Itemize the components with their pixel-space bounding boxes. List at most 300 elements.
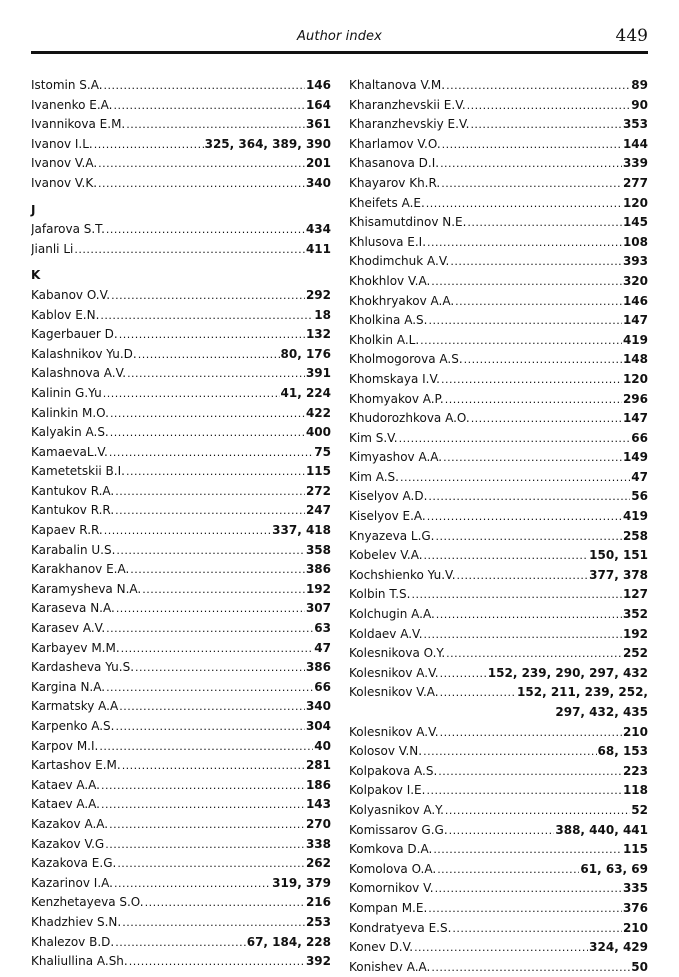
index-entry	[31, 639, 331, 659]
dot-leader	[122, 913, 305, 933]
page-refs-continued: 297, 432, 435	[555, 705, 648, 719]
index-entry	[349, 605, 648, 625]
author-name: Kolyasnikov A.Y.	[349, 802, 444, 817]
dot-leader	[440, 723, 622, 743]
index-entry	[31, 384, 331, 404]
index-entry	[349, 96, 648, 116]
page-refs: 40	[314, 738, 331, 753]
page-refs: 132	[305, 327, 331, 342]
section-gap	[31, 259, 331, 266]
author-name: Kargina N.A.	[31, 679, 106, 694]
page-refs: 115	[305, 464, 331, 479]
dot-leader	[127, 364, 305, 384]
index-entry	[349, 213, 648, 233]
page-refs: 115	[622, 842, 648, 857]
index-entry	[349, 683, 648, 703]
author-name: Komolova O.A.	[349, 861, 437, 876]
page-refs: 41, 224	[280, 385, 331, 400]
index-entry	[31, 96, 331, 116]
index-entry	[31, 756, 331, 776]
page-refs: 192	[305, 581, 331, 596]
dot-leader	[438, 762, 622, 782]
page-refs: 118	[622, 783, 648, 798]
page-refs: 216	[305, 895, 331, 910]
index-entry	[31, 135, 331, 155]
dot-leader	[426, 194, 622, 214]
dot-leader	[122, 756, 305, 776]
index-entry	[31, 678, 331, 698]
page-refs: 324, 429	[589, 940, 648, 955]
index-entry	[31, 482, 331, 502]
dot-leader	[428, 487, 630, 507]
dot-leader	[420, 331, 622, 351]
index-entry	[349, 233, 648, 253]
page-refs: 66	[314, 679, 331, 694]
author-name: Ivanov I.L.	[31, 136, 93, 151]
dot-leader	[126, 462, 305, 482]
author-name: Kenzhetayeva S.O.	[31, 895, 144, 910]
page-refs: 68, 153	[597, 744, 648, 759]
author-name: Kalinkin M.O.	[31, 405, 109, 420]
index-entry	[349, 390, 648, 410]
dot-leader	[100, 306, 313, 326]
page-refs: 338	[305, 836, 331, 851]
page-refs: 337, 418	[272, 523, 331, 538]
page-number: 449	[615, 26, 648, 46]
dot-leader	[110, 404, 305, 424]
index-entry	[31, 443, 331, 463]
author-name: Kolosov V.N.	[349, 744, 423, 759]
index-entry	[31, 404, 331, 424]
author-name: Kolbin T.S.	[349, 587, 411, 602]
page-refs: 361	[305, 117, 331, 132]
index-entry	[349, 801, 648, 821]
author-name: Kholkina A.S.	[349, 313, 428, 328]
author-name: Khudorozhkova A.O.	[349, 411, 470, 426]
index-entry	[349, 781, 648, 801]
author-name: Kolesnikov A.V.	[349, 665, 439, 680]
dot-leader	[436, 527, 622, 547]
index-entry	[31, 115, 331, 135]
author-name: Kompan M.E.	[349, 900, 428, 915]
page-refs: 63	[314, 621, 331, 636]
index-entry	[349, 762, 648, 782]
dot-leader	[443, 448, 622, 468]
page-refs: 258	[622, 528, 648, 543]
author-name: Kardasheva Yu.S.	[31, 660, 135, 675]
author-name: Koldaev A.V.	[349, 626, 423, 641]
author-name: Karbayev M.M.	[31, 640, 120, 655]
dot-leader	[411, 585, 621, 605]
dot-leader	[103, 384, 280, 404]
page-refs: 411	[305, 241, 331, 256]
page-refs: 164	[305, 97, 331, 112]
author-name: Khomskaya I.V.	[349, 371, 440, 386]
dot-leader	[414, 938, 588, 958]
dot-leader	[115, 717, 304, 737]
dot-leader	[99, 737, 313, 757]
page-refs: 434	[305, 222, 331, 237]
page-refs: 391	[305, 366, 331, 381]
index-entry	[349, 194, 648, 214]
dot-leader	[427, 507, 622, 527]
dot-leader	[104, 521, 271, 541]
index-entry	[31, 306, 331, 326]
dot-leader	[457, 566, 589, 586]
index-entry	[31, 154, 331, 174]
page-refs: 47	[631, 469, 648, 484]
page-refs: 146	[622, 293, 648, 308]
dot-leader	[113, 96, 304, 116]
page-refs: 61, 63, 69	[580, 861, 648, 876]
index-entry	[349, 742, 648, 762]
index-entry	[349, 429, 648, 449]
index-entry	[349, 958, 648, 977]
dot-leader	[440, 154, 622, 174]
author-name: Kiselyov A.D.	[349, 489, 428, 504]
author-name: Khlusova E.I.	[349, 234, 427, 249]
dot-leader	[117, 854, 305, 874]
index-entry	[31, 737, 331, 757]
index-entry	[31, 423, 331, 443]
page-refs: 152, 211, 239, 252,	[517, 685, 648, 700]
index-entry	[31, 697, 331, 717]
page-refs: 52	[631, 802, 648, 817]
index-entry	[349, 566, 648, 586]
page-refs: 358	[305, 542, 331, 557]
dot-leader	[450, 252, 622, 272]
author-name: Kantukov R.R.	[31, 503, 115, 518]
page-refs: 339	[622, 156, 648, 171]
page-refs: 210	[622, 724, 648, 739]
dot-leader	[437, 860, 579, 880]
index-entry	[349, 585, 648, 605]
index-entry	[349, 879, 648, 899]
author-name: Kalashnikov Yu.D.	[31, 346, 137, 361]
page-refs: 320	[622, 273, 648, 288]
page-refs: 223	[622, 763, 648, 778]
dot-leader	[424, 625, 622, 645]
index-entry	[349, 76, 648, 96]
page-refs: 147	[622, 411, 648, 426]
author-name: Kolchugin A.A.	[349, 607, 435, 622]
author-name: Konev D.V.	[349, 940, 414, 955]
dot-leader	[440, 683, 516, 703]
dot-leader	[441, 174, 622, 194]
author-name: Komissarov G.G.	[349, 822, 448, 837]
page-refs: 90	[631, 97, 648, 112]
dot-leader	[464, 350, 622, 370]
page-refs: 145	[622, 215, 648, 230]
dot-leader	[435, 879, 622, 899]
dot-leader	[427, 233, 622, 253]
author-name: Kim S.V.	[349, 430, 398, 445]
page-refs: 152, 239, 290, 297, 432	[487, 665, 648, 680]
page-header	[31, 26, 648, 52]
index-entry	[31, 815, 331, 835]
author-name: Karamysheva N.A.	[31, 581, 142, 596]
page-refs: 352	[622, 607, 648, 622]
dot-leader	[467, 96, 631, 116]
index-entry	[349, 821, 648, 841]
author-name: Kablov E.N.	[31, 307, 100, 322]
index-entry	[31, 717, 331, 737]
author-name: Kheifets A.E.	[349, 195, 425, 210]
author-name: Kolpakov I.E.	[349, 783, 426, 798]
dot-leader	[426, 781, 621, 801]
index-entry	[349, 723, 648, 743]
author-name: Kharlamov V.O.	[349, 136, 441, 151]
dot-leader	[442, 135, 622, 155]
author-name: Karabalin U.S.	[31, 542, 116, 557]
page-refs: 80, 176	[280, 346, 331, 361]
dot-leader	[129, 952, 305, 972]
index-entry	[349, 370, 648, 390]
author-name: Kazakov A.A.	[31, 816, 109, 831]
author-name: Kazarinov I.A.	[31, 875, 113, 890]
page-refs: 400	[305, 425, 331, 440]
author-name: Ivanov V.K.	[31, 175, 98, 190]
dot-leader	[98, 154, 305, 174]
page-refs: 146	[305, 78, 331, 92]
index-entry	[31, 76, 331, 96]
index-column-right	[349, 76, 648, 977]
author-name: Kalashnova A.V.	[31, 366, 127, 381]
page-refs: 186	[305, 777, 331, 792]
author-name: Khasanova D.I.	[349, 156, 440, 171]
page-refs: 120	[622, 195, 648, 210]
page-refs: 252	[622, 646, 648, 661]
index-entry	[31, 174, 331, 194]
dot-leader	[109, 815, 305, 835]
author-name: Komkova D.A.	[349, 842, 433, 857]
index-entry	[349, 448, 648, 468]
index-entry	[31, 933, 331, 953]
index-entry	[31, 580, 331, 600]
author-name: Kazakova E.G.	[31, 856, 117, 871]
page-refs: 353	[622, 117, 648, 132]
page-refs: 143	[305, 797, 331, 812]
page-refs: 325, 364, 389, 390	[204, 136, 331, 151]
index-entry	[31, 501, 331, 521]
dot-leader	[467, 213, 622, 233]
page-refs: 377, 378	[589, 567, 648, 582]
dot-leader	[104, 76, 305, 96]
dot-leader	[424, 546, 589, 566]
author-name: Kolpakova A.S.	[349, 763, 438, 778]
author-name: Kalyakin A.S.	[31, 425, 109, 440]
index-entry	[349, 154, 648, 174]
index-entry	[31, 776, 331, 796]
index-entry	[31, 795, 331, 815]
author-name: Konishev A.A.	[349, 959, 431, 974]
page-refs: 108	[622, 234, 648, 249]
author-name: Kochshienko Yu.V.	[349, 567, 456, 582]
index-entry	[31, 286, 331, 306]
dot-leader	[135, 658, 305, 678]
index-entry	[349, 938, 648, 958]
dot-leader	[116, 541, 305, 561]
dot-leader	[428, 899, 622, 919]
index-entry	[349, 409, 648, 429]
index-entry	[349, 527, 648, 547]
page-refs: 127	[622, 587, 648, 602]
dot-leader	[119, 697, 305, 717]
page-refs: 422	[305, 405, 331, 420]
dot-leader	[94, 135, 204, 155]
dot-leader	[455, 292, 622, 312]
index-entry	[31, 619, 331, 639]
author-name: Kazakov V.G	[31, 836, 105, 851]
page-refs: 148	[622, 352, 648, 367]
author-name: Khokhlov V.A.	[349, 273, 431, 288]
author-name: Khodimchuk A.V.	[349, 254, 450, 269]
page-refs: 281	[305, 758, 331, 773]
dot-leader	[115, 501, 305, 521]
page-refs: 319, 379	[272, 875, 331, 890]
dot-leader	[445, 801, 630, 821]
page-refs: 253	[305, 914, 331, 929]
author-name: Kabanov O.V.	[31, 287, 111, 302]
index-entry	[31, 658, 331, 678]
index-entry	[31, 874, 331, 894]
author-name: Kimyashov A.A.	[349, 450, 443, 465]
index-entry	[31, 835, 331, 855]
page-refs: 89	[631, 78, 648, 92]
page-refs: 270	[305, 816, 331, 831]
dot-leader	[400, 468, 630, 488]
author-name: Khaltanova V.M.	[349, 78, 446, 92]
section-letter: K	[31, 268, 41, 283]
page-refs: 340	[305, 699, 331, 714]
author-name: KamaevaL.V.	[31, 444, 108, 459]
index-entry	[31, 854, 331, 874]
page-refs: 210	[622, 920, 648, 935]
index-entry	[349, 860, 648, 880]
page-refs: 296	[622, 391, 648, 406]
dot-leader	[114, 874, 271, 894]
index-entry	[31, 345, 331, 365]
page-refs: 307	[305, 601, 331, 616]
author-name: Kondratyeva E.S.	[349, 920, 452, 935]
author-name: Kolesnikov V.A.	[349, 685, 439, 700]
author-name: Karasev A.V.	[31, 621, 106, 636]
author-name: Kalinin G.Yu	[31, 385, 102, 400]
dot-leader	[101, 776, 305, 796]
page-refs: 262	[305, 856, 331, 871]
author-name: Karpov M.I.	[31, 738, 99, 753]
dot-leader	[74, 240, 305, 260]
author-name: Jianli Li	[31, 241, 74, 256]
page-refs: 150, 151	[589, 548, 648, 563]
dot-leader	[111, 286, 305, 306]
author-name: Kharanzhevskiy E.V.	[349, 117, 470, 132]
author-name: Kolesnikova O.Y.	[349, 646, 446, 661]
page-refs: 192	[622, 626, 648, 641]
page-refs: 272	[305, 483, 331, 498]
index-entry	[349, 252, 648, 272]
dot-leader	[423, 742, 596, 762]
dot-leader	[440, 664, 487, 684]
index-entry	[349, 174, 648, 194]
dot-leader	[446, 644, 622, 664]
dot-leader	[126, 115, 305, 135]
author-name: Khomyakov A.P.	[349, 391, 444, 406]
dot-leader	[130, 560, 305, 580]
index-entry	[349, 331, 648, 351]
dot-leader	[106, 619, 313, 639]
index-entry	[31, 462, 331, 482]
dot-leader	[428, 311, 621, 331]
author-name: Kiselyov E.A.	[349, 509, 426, 524]
index-entry	[349, 919, 648, 939]
dot-leader	[106, 220, 305, 240]
index-entry	[31, 521, 331, 541]
dot-leader	[470, 115, 622, 135]
page-refs: 304	[305, 719, 331, 733]
author-name: Kataev A.A.	[31, 777, 100, 792]
dot-leader	[436, 605, 622, 625]
author-name: Knyazeva L.G.	[349, 528, 435, 543]
index-entry	[31, 913, 331, 933]
dot-leader	[101, 795, 305, 815]
page-refs: 18	[314, 307, 331, 322]
section-gap	[31, 194, 331, 201]
author-name: Khokhryakov A.A.	[349, 293, 455, 308]
page-refs: 292	[305, 287, 331, 302]
author-name: Kataev A.A.	[31, 797, 100, 812]
author-name: Istomin S.A.	[31, 78, 103, 92]
index-entry	[349, 487, 648, 507]
dot-leader	[445, 390, 622, 410]
page-refs: 277	[622, 175, 648, 190]
page-refs: 144	[622, 136, 648, 151]
dot-leader	[446, 76, 630, 96]
author-name: Kharanzhevskii E.V.	[349, 97, 466, 112]
index-entry	[349, 507, 648, 527]
page-refs: 50	[631, 959, 648, 974]
dot-leader	[110, 423, 305, 443]
author-name: Ivannikova E.M.	[31, 117, 126, 132]
page-refs: 149	[622, 450, 648, 465]
index-entry	[31, 364, 331, 384]
author-name: Karaseva N.A.	[31, 601, 115, 616]
dot-leader	[142, 580, 305, 600]
author-name: Kantukov R.A.	[31, 483, 115, 498]
dot-leader	[431, 958, 630, 977]
page-refs: 419	[622, 332, 648, 347]
author-name: Komornikov V.	[349, 881, 434, 896]
dot-leader	[109, 443, 313, 463]
page-refs: 120	[622, 371, 648, 386]
index-entry	[349, 292, 648, 312]
dot-leader	[115, 933, 246, 953]
index-entry	[31, 599, 331, 619]
header-rule	[31, 51, 648, 54]
author-name: Kagerbauer D.	[31, 327, 118, 342]
index-entry	[349, 311, 648, 331]
dot-leader	[121, 639, 314, 659]
page-refs: 147	[622, 313, 648, 328]
page-refs: 56	[631, 489, 648, 504]
section-letter: J	[31, 202, 36, 217]
author-name: Kametetskii B.I.	[31, 464, 125, 479]
index-entry	[349, 350, 648, 370]
dot-leader	[431, 272, 622, 292]
index-entry	[349, 135, 648, 155]
index-entry	[349, 664, 648, 684]
dot-leader	[145, 893, 305, 913]
